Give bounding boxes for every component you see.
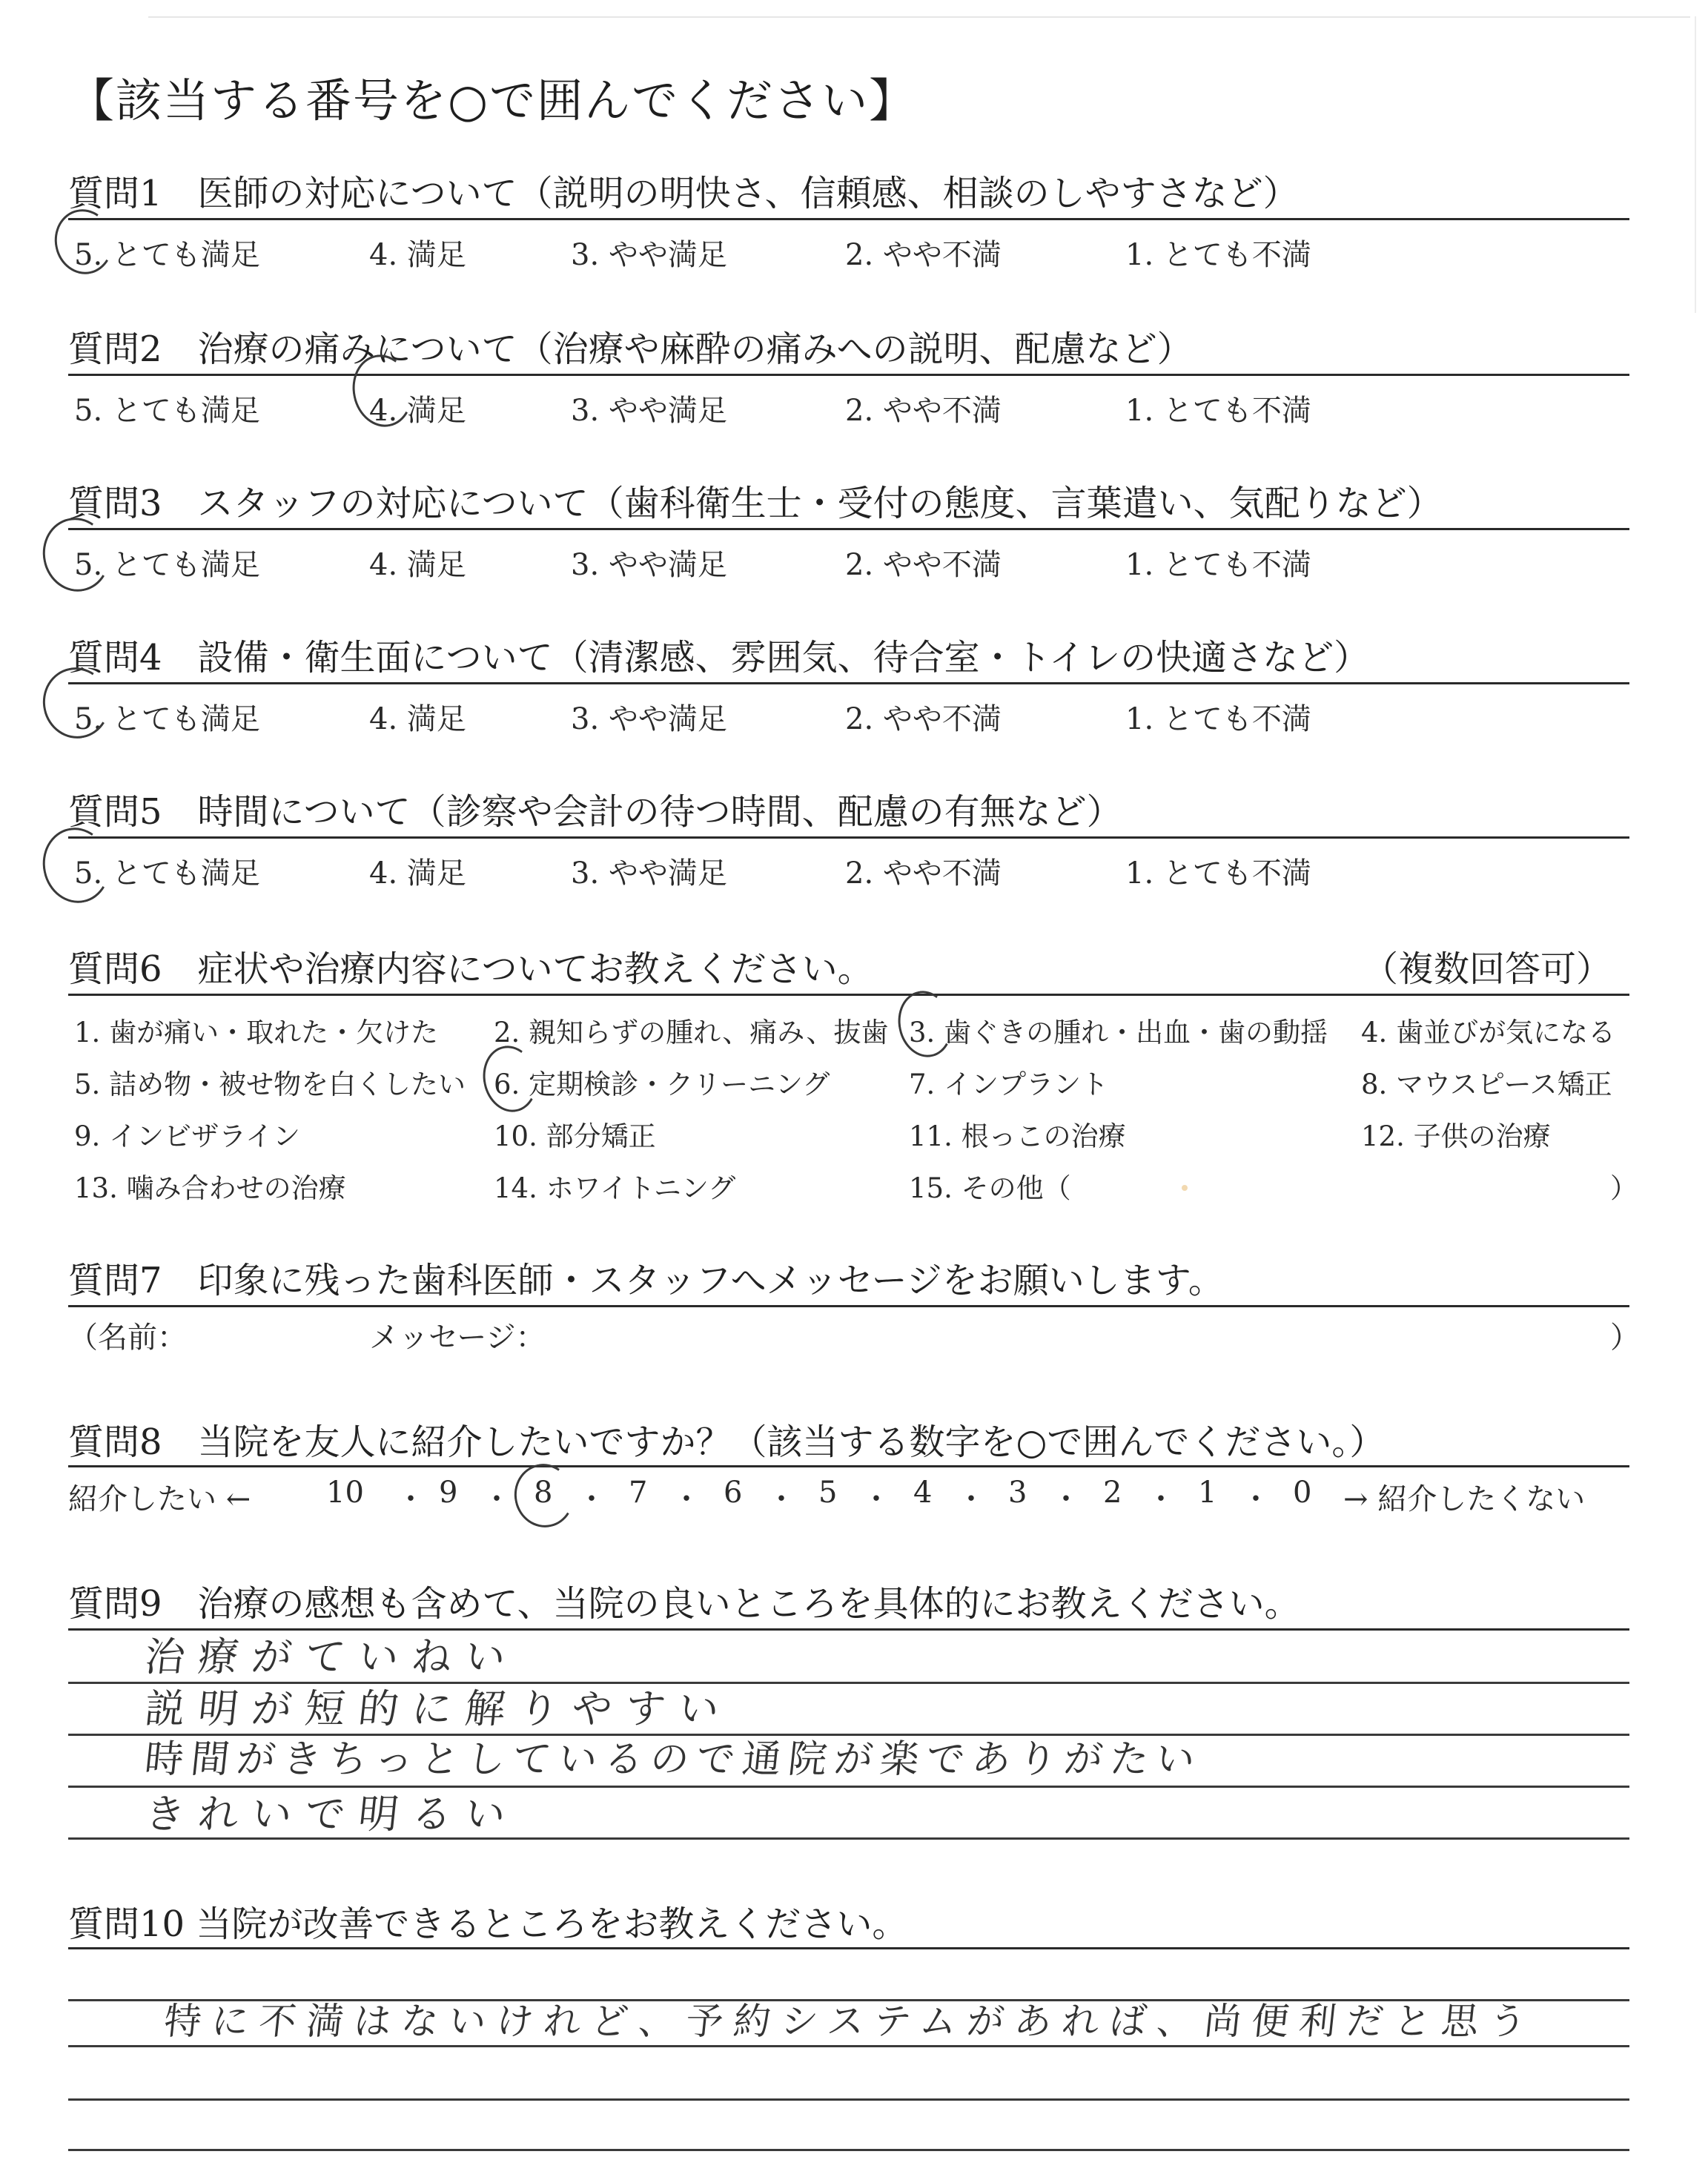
scale-7[interactable]: 7 <box>629 1476 648 1510</box>
selection-circle <box>892 985 958 1062</box>
symptom-option-13[interactable]: 13. 噛み合わせの治療 <box>74 1172 346 1204</box>
option-3[interactable]: 3. やや満足 <box>571 394 727 428</box>
scale-dot: ・ <box>956 1482 986 1516</box>
option-2[interactable]: 2. やや不満 <box>845 702 1002 736</box>
scale-2[interactable]: 2 <box>1103 1476 1122 1510</box>
question-7-rule <box>68 1305 1629 1307</box>
scale-10[interactable]: 10 <box>326 1476 364 1510</box>
option-5[interactable]: 5. とても満足 <box>74 702 260 736</box>
symptom-option-3[interactable]: 3. 歯ぐきの腫れ・出血・歯の動揺 <box>909 1017 1328 1048</box>
scan-speck <box>1182 1185 1188 1191</box>
symptom-option-11[interactable]: 11. 根っこの治療 <box>909 1120 1126 1152</box>
question-3-title: 質問3 スタッフの対応について（歯科衛生士・受付の態度、言葉遣い、気配りなど） <box>68 483 1443 524</box>
symptom-option-12[interactable]: 12. 子供の治療 <box>1361 1120 1551 1152</box>
question-4-title: 質問4 設備・衛生面について（清潔感、雰囲気、待合室・トイレの快適さなど） <box>68 637 1370 678</box>
symptom-option-6[interactable]: 6. 定期検診・クリーニング <box>494 1069 830 1100</box>
selection-circle <box>477 1040 543 1117</box>
handwritten-answer-line: 時間がきちっとしているので通院が楽でありがたい <box>142 1737 1205 1782</box>
answer-line <box>68 2098 1629 2101</box>
question-8-rule <box>68 1465 1629 1467</box>
scale-dot: ・ <box>1146 1482 1176 1516</box>
multiple-answer-note: （複数回答可） <box>1363 948 1612 990</box>
scale-dot: ・ <box>482 1482 512 1516</box>
handwritten-answer-line: 特に不満はないけれど、予約システムがあれば、尚便利だと思う <box>162 2000 1539 2043</box>
recommend-right-label: → 紹介したくない <box>1343 1482 1586 1516</box>
symptom-option-15[interactable]: 15. その他（ <box>909 1172 1071 1204</box>
option-5[interactable]: 5. とても満足 <box>74 394 260 428</box>
scan-side <box>1695 16 1696 313</box>
option-4[interactable]: 4. 満足 <box>369 394 466 428</box>
scale-1[interactable]: 1 <box>1198 1476 1217 1510</box>
recommend-left-label: 紹介したい ← <box>68 1482 251 1516</box>
question-5-title: 質問5 時間について（診察や会計の待つ時間、配慮の有無など） <box>68 791 1122 833</box>
scale-3[interactable]: 3 <box>1008 1476 1027 1510</box>
option-4[interactable]: 4. 満足 <box>369 702 466 736</box>
scale-dot: ・ <box>767 1482 796 1516</box>
option-3[interactable]: 3. やや満足 <box>571 238 727 272</box>
option-4[interactable]: 4. 満足 <box>369 856 466 891</box>
selection-circle <box>36 822 116 909</box>
question-3-rule <box>68 528 1629 530</box>
question-4-rule <box>68 682 1629 684</box>
option-4[interactable]: 4. 満足 <box>369 548 466 582</box>
scale-dot: ・ <box>672 1482 701 1516</box>
option-3[interactable]: 3. やや満足 <box>571 548 727 582</box>
option-2[interactable]: 2. やや不満 <box>845 238 1002 272</box>
option-5[interactable]: 5. とても満足 <box>74 548 260 582</box>
scan-edge <box>148 16 1690 18</box>
question-6-title: 質問6 症状や治療内容についてお教えください。 <box>68 948 873 990</box>
option-5[interactable]: 5. とても満足 <box>74 856 260 891</box>
symptom-option-7[interactable]: 7. インプラント <box>909 1069 1109 1100</box>
option-3[interactable]: 3. やや満足 <box>571 856 727 891</box>
handwritten-answer-line: きれいで明るい <box>142 1791 521 1837</box>
option-2[interactable]: 2. やや不満 <box>845 548 1002 582</box>
option-3[interactable]: 3. やや満足 <box>571 702 727 736</box>
scale-6[interactable]: 6 <box>724 1476 743 1510</box>
answer-line <box>68 2045 1629 2047</box>
option-1[interactable]: 1. とても不満 <box>1125 548 1311 582</box>
other-close-paren: ） <box>1610 1172 1638 1204</box>
scale-4[interactable]: 4 <box>913 1476 933 1510</box>
symptom-option-5[interactable]: 5. 詰め物・被せ物を白くしたい <box>74 1069 466 1100</box>
scale-8[interactable]: 8 <box>534 1476 553 1510</box>
option-2[interactable]: 2. やや不満 <box>845 856 1002 891</box>
question-10-rule <box>68 1947 1629 1949</box>
page-heading: 【該当する番号を○で囲んでください】 <box>68 73 917 128</box>
scale-dot: ・ <box>577 1482 606 1516</box>
answer-line <box>68 2149 1629 2151</box>
question-1-title: 質問1 医師の対応について（説明の明快さ、信頼感、相談のしやすさなど） <box>68 173 1299 214</box>
question-1-rule <box>68 218 1629 220</box>
handwritten-answer-line: 治療がていねい <box>142 1634 521 1680</box>
question-7-title: 質問7 印象に残った歯科医師・スタッフへメッセージをお願いします。 <box>68 1260 1224 1301</box>
scale-dot: ・ <box>861 1482 891 1516</box>
option-1[interactable]: 1. とても不満 <box>1125 702 1311 736</box>
scale-5[interactable]: 5 <box>818 1476 838 1510</box>
option-1[interactable]: 1. とても不満 <box>1125 394 1311 428</box>
question-9-title: 質問9 治療の感想も含めて、当院の良いところを具体的にお教えください。 <box>68 1583 1300 1625</box>
option-4[interactable]: 4. 満足 <box>369 238 466 272</box>
symptom-option-9[interactable]: 9. インビザライン <box>74 1120 300 1152</box>
question-10-title: 質問10 当院が改善できるところをお教えください。 <box>68 1903 908 1945</box>
scale-9[interactable]: 9 <box>439 1476 458 1510</box>
message-label: メッセージ： <box>369 1321 546 1355</box>
selection-circle <box>509 1459 580 1533</box>
question-2-rule <box>68 374 1629 376</box>
question-2-title: 質問2 治療の痛みについて（治療や麻酔の痛みへの説明、配慮など） <box>68 328 1193 370</box>
option-2[interactable]: 2. やや不満 <box>845 394 1002 428</box>
option-1[interactable]: 1. とても不満 <box>1125 856 1311 891</box>
question-8-title: 質問8 当院を友人に紹介したいですか？（該当する数字を○で囲んでください。） <box>68 1421 1386 1463</box>
handwritten-answer-line: 説明が短的に解りやすい <box>142 1685 735 1732</box>
option-1[interactable]: 1. とても不満 <box>1125 238 1311 272</box>
symptom-option-8[interactable]: 8. マウスピース矯正 <box>1361 1069 1612 1100</box>
symptom-option-2[interactable]: 2. 親知らずの腫れ、痛み、抜歯 <box>494 1017 889 1048</box>
scale-dot: ・ <box>1241 1482 1271 1516</box>
scale-0[interactable]: 0 <box>1293 1476 1312 1510</box>
name-label: （名前： <box>68 1321 187 1355</box>
scale-dot: ・ <box>1051 1482 1081 1516</box>
symptom-option-1[interactable]: 1. 歯が痛い・取れた・欠けた <box>74 1017 439 1048</box>
scale-dot: ・ <box>396 1482 426 1516</box>
symptom-option-4[interactable]: 4. 歯並びが気になる <box>1361 1017 1616 1048</box>
message-close-paren: ） <box>1610 1321 1640 1355</box>
option-5[interactable]: 5. とても満足 <box>74 238 260 272</box>
question-6-rule <box>68 994 1629 996</box>
symptom-option-10[interactable]: 10. 部分矯正 <box>494 1120 656 1152</box>
question-5-rule <box>68 836 1629 839</box>
symptom-option-14[interactable]: 14. ホワイトニング <box>494 1172 736 1204</box>
